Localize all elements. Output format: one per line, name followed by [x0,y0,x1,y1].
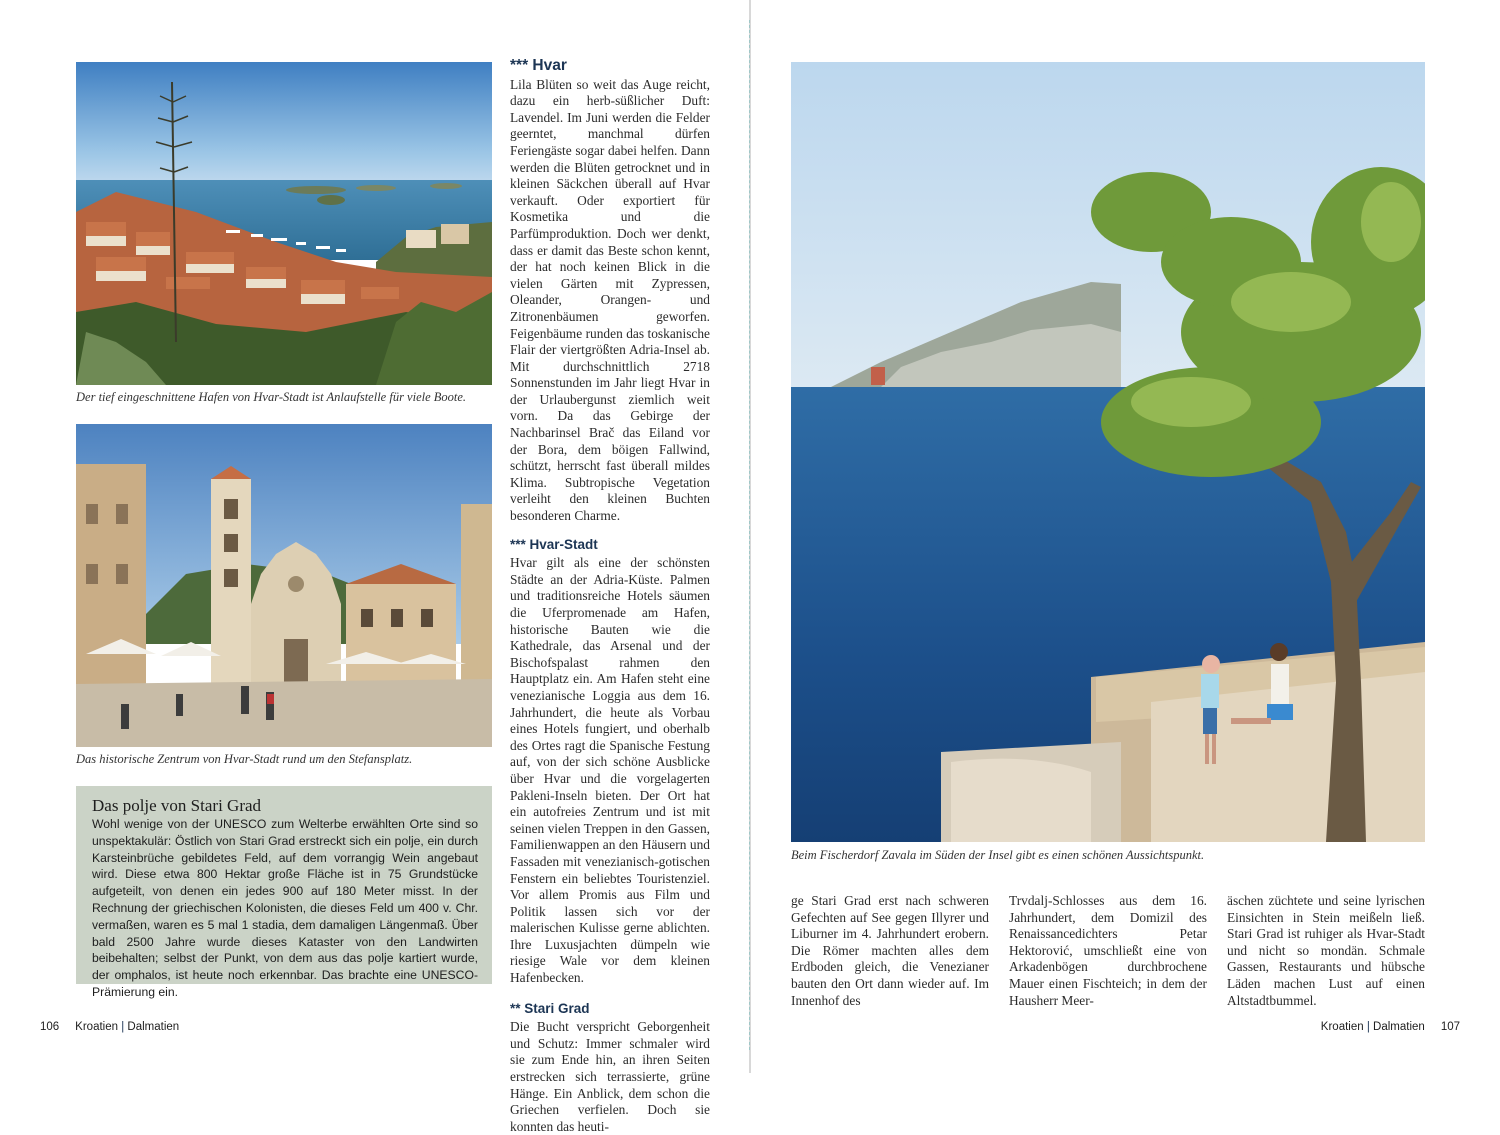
right-col3-text: äschen züchtete und seine lyrischen Einsichten in Stein meißeln ließ. Stari Grad ist ruhiger als Hvar-Stadt und nicht so mondän. Schmale Gassen, Restaurants und hübsche Läden machen Lust auf einen Altstadtbummel. [1227,893,1425,1008]
folio-section: Kroatien [1320,1021,1364,1033]
left-page [0,0,749,1134]
zavala-photo-caption: Beim Fischerdorf Zavala im Süden der Insel gibt es einen schönen Aussichtspunkt. [791,848,1205,862]
folio-section: Kroatien [75,1021,119,1033]
left-text-column [510,58,710,1135]
folio-separator: | [1366,1021,1370,1033]
heading-hvar-stadt: *** Hvar-Stadt [510,536,598,552]
folio-separator: | [121,1021,125,1033]
right-text-column-1 [791,893,989,1009]
info-box-polje [76,786,492,999]
harbour-photo-caption: Der tief eingeschnittene Hafen von Hvar-Stadt ist Anlaufstelle für viele Boote. [76,390,467,404]
right-text-column-3 [1227,893,1425,1009]
square-photo [76,424,492,747]
heading-stari-grad: ** Stari Grad [510,1000,590,1016]
folio-subsection: Dalmatien [127,1021,180,1033]
right-folio [1321,1021,1460,1033]
right-text-column-2 [1009,893,1207,1009]
right-page [751,0,1500,1073]
body-hvar-stadt: Hvar gilt als eine der schönsten Städte an der Adria-Küste. Palmen und traditionsreiche Hotels säumen die Uferpromenade am Hafen, historische Bauten wie die Kathedrale, das Arsenal und der Bischofspalast rahmen den Hauptplatz ein. Am Hafen steht eine venezianische Loggia aus dem 16. Jahrhundert, die heute als Vorbau eines Hotels fungiert, und oberhalb des Ortes ragt die Spanische Festung auf, von der sich schöne Ausblicke über Hvar und die vorgelagerten Pakleni-Inseln bieten. Der Ort hat ein autofreies Zentrum und ist mit seinen vielen Treppen in den Gassen, Familienwappen an den Häusern und Fassaden mit venezianisch-gotischen Fenstern ein beliebtes Touristenziel. Vor allem Promis aus Film und Politik lassen sich vor der malerischen Kulisse gerne ablichten. Ihre Luxusjachten dümpeln wie riesige Wale vor dem kleinen Hafenbecken. [510,555,710,986]
square-photo-caption: Das historische Zentrum von Hvar-Stadt rund um den Stefansplatz. [76,752,413,766]
page-number: 106 [40,1021,60,1033]
body-hvar: Lila Blüten so weit das Auge reicht, dazu ein herb-süßlicher Duft: Lavendel. Im Juni werden die Felder geerntet, manchmal dürfen Feriengäste sogar dabei helfen. Dann werden die Blüten getrocknet und in kleinen Säckchen überall auf Hvar verkauft. Oder exportiert für Kosmetika und die Parfümproduktion. Doch wer denkt, dass er damit das Beste schon kennt, der hat noch keinen Blick in die vielen Gärten mit Zypressen, Oleander, Orangen- und Zitronenbäumen geworfen. Feigenbäume runden das toskanische Flair der viertgrößten Adria-Insel ab. Mit durchschnittlich 2718 Sonnenstunden im Jahr liegt Hvar in der Urlaubergunst ziemlich weit vorn. Da das Gebirge der Nachbarinsel Brač das Eiland vor der Bora, dem böigen Fallwind, schützt, herrscht fast überall mildes Klima. Subtropische Vegetation verleiht den kleinen Buchten besonderen Charme. [510,76,710,524]
right-col2-text: Trvdalj-Schlosses aus dem 16. Jahrhundert, dem Domizil des Renaissancedichters Petar Hektorović, umschließt eine von Arkadenbögen durchbrochene Mauer einen Fischteich; in dem der Hausherr Meer- [1009,893,1207,1008]
right-col1-text: ge Stari Grad erst nach schweren Gefechten auf See gegen Illyrer und Liburner im 4. Jahrhundert erobern. Die Römer machten alles dem Erdboden gleich, die Venezianer bauten den Ort dann wieder auf. Im Innenhof des [791,893,989,1008]
zavala-photo [791,62,1425,842]
fold-line [749,20,750,1050]
folio-subsection: Dalmatien [1373,1021,1425,1033]
page-number: 107 [1440,1021,1460,1033]
body-stari-grad: Die Bucht verspricht Geborgenheit und Schutz: Immer schmaler wird sie zum Ende hin, an ihren Seiten erstrecken sich terrassierte, grüne Hänge. Ein Anblick, dem schon die Griechen verfielen. Doch sie konnten das heuti- [510,1019,710,1134]
info-box-text: Wohl wenige von der UNESCO zum Welterbe erwählten Orte sind so unspektakulär: Östlich von Stari Grad erstreckt sich ein polje, ein durch Karsteinbrüche gebildetes Feld, auf dem vorrangig Wein angebaut wird. Diese etwa 800 Hektar große Fläche ist in 75 Grundstücke aufgeteilt, von denen ein jedes 900 auf 180 Meter misst. In der Rechnung der griechischen Kolonisten, die dieses Feld um 400 v. Chr. vermaßen, waren es 5 mal 1 stadia, dem damaligen Längenmaß. Über bald 2500 Jahre wurde dieses Kataster von den Landwirten beibehalten; selbst der Punkt, von dem aus das polje kartiert wurde, der omphalos, ist heute noch erkennbar. Das brachte eine UNESCO-Prämierung ein. [92,817,478,999]
heading-hvar: *** Hvar [510,57,567,74]
harbour-photo [76,62,492,385]
info-box-title: Das polje von Stari Grad [92,796,262,815]
left-folio [40,1021,179,1033]
